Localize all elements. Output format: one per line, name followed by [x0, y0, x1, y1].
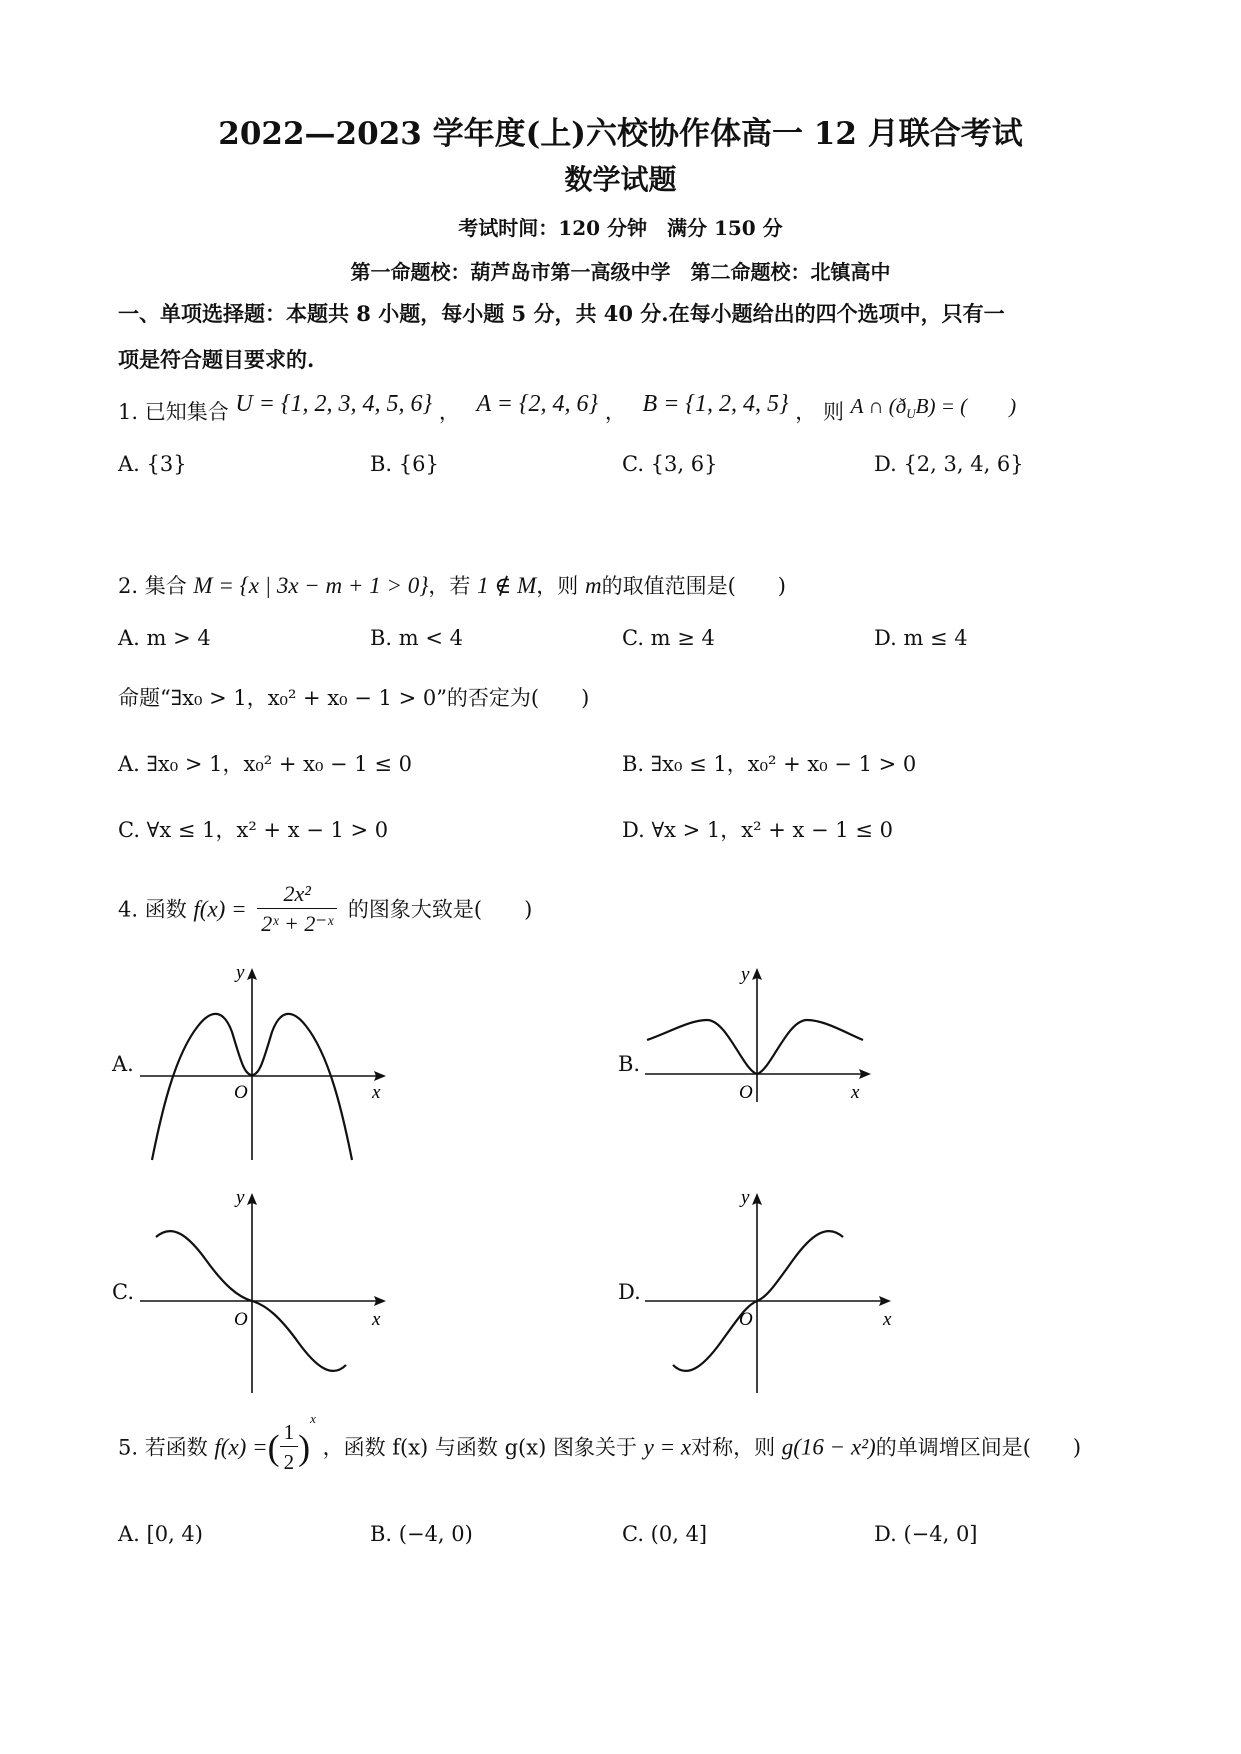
q3-option-b: B. ∃x₀ ≤ 1，x₀² + x₀ − 1 > 0 — [622, 752, 917, 776]
q1-sep-3: ， — [795, 400, 817, 424]
q5-frac-den: 2 — [283, 1450, 295, 1474]
q1-set-u: U = {1, 2, 3, 4, 5, 6} — [235, 391, 433, 417]
q4-b-x-label: x — [851, 1082, 860, 1103]
q4-c-y-label: y — [236, 1187, 245, 1208]
q4-a-origin-label: O — [234, 1082, 248, 1103]
q3-option-a: A. ∃x₀ > 1，x₀² + x₀ − 1 ≤ 0 — [118, 752, 412, 776]
question-4 — [118, 880, 532, 939]
q1-number: 1. — [118, 400, 139, 424]
q4-d-x-label: x — [883, 1309, 892, 1330]
q4-graph-d — [645, 1185, 905, 1395]
q2-condition: 1 ∉ M — [477, 573, 537, 598]
q1-query: A ∩ $(ð_UB)$ = ( ) — [850, 394, 1017, 422]
q4-denominator: 2ˣ + 2⁻ˣ — [261, 911, 334, 936]
q5-expression: g(16 − x²) — [781, 1434, 876, 1460]
q1-option-a: A. {3} — [118, 452, 187, 476]
q1-option-d: D. {2, 3, 4, 6} — [874, 452, 1024, 476]
q5-line: y = x — [643, 1434, 692, 1460]
q2-text-d: 的取值范围是( ) — [601, 574, 786, 598]
q5-number: 5. — [118, 1435, 139, 1460]
q2-text-c: ，则 — [536, 574, 579, 598]
q1-set-b: B = {1, 2, 4, 5} — [642, 391, 789, 417]
section-heading-line1: 一、单项选择题：本题共 8 小题，每小题 5 分，共 40 分.在每小题给出的四个选项中，只有一 — [118, 301, 1005, 326]
q1-sep-1: ， — [438, 400, 460, 424]
q4-d-origin-label: O — [739, 1309, 753, 1330]
q2-option-a: A. m > 4 — [118, 626, 211, 650]
q4-c-x-label: x — [372, 1309, 381, 1330]
q4-graph-label-d: D. — [618, 1280, 641, 1304]
exam-time-info: 考试时间：120 分钟 满分 150 分 — [458, 216, 783, 240]
q5-option-c: C. (0, 4] — [622, 1522, 708, 1546]
q1-option-b: B. {6} — [370, 452, 439, 476]
q1-prefix: 已知集合 — [144, 400, 229, 424]
q4-b-origin-label: O — [739, 1082, 753, 1103]
q3-option-c: C. ∀x ≤ 1，x² + x − 1 > 0 — [118, 818, 389, 842]
q3-option-d: D. ∀x > 1，x² + x − 1 ≤ 0 — [622, 818, 893, 842]
q2-number: 2. — [118, 574, 139, 598]
q4-graph-label-b: B. — [618, 1052, 641, 1076]
q1-then: 则 — [822, 400, 844, 424]
q5-right-paren: ) — [298, 1427, 311, 1468]
q4-function: f(x) = — [193, 896, 247, 922]
q5-left-paren: ( — [267, 1427, 280, 1468]
q5-option-a: A. [0, 4) — [118, 1522, 203, 1546]
q2-option-b: B. m < 4 — [370, 626, 464, 650]
section-heading-line2: 项是符合题目要求的. — [118, 347, 315, 372]
q4-fraction — [257, 880, 337, 939]
q4-graph-label-c: C. — [112, 1280, 134, 1304]
question-5 — [118, 1411, 1082, 1477]
q4-d-y-label: y — [741, 1187, 750, 1208]
q2-text-b: ，若 — [428, 574, 471, 598]
q2-option-c: C. m ≥ 4 — [622, 626, 715, 650]
q4-a-y-label: y — [236, 962, 245, 983]
q2-option-d: D. m ≤ 4 — [874, 626, 968, 650]
q5-text-b: ，函数 f(x) 与函数 g(x) 图象关于 — [322, 1435, 637, 1460]
question-1 — [118, 391, 1017, 428]
q1-sep-2: ， — [604, 400, 626, 424]
q5-frac-num: 1 — [280, 1418, 299, 1447]
q2-variable: m — [584, 573, 602, 598]
exam-subtitle: 数学试题 — [564, 163, 677, 196]
q5-text-d: 的单调增区间是( ) — [875, 1435, 1082, 1460]
proposing-schools: 第一命题校：葫芦岛市第一高级中学 第二命题校：北镇高中 — [350, 260, 891, 284]
q4-graph-c — [140, 1185, 400, 1395]
question-2 — [118, 570, 786, 600]
q4-graph-b — [645, 960, 895, 1110]
q5-option-d: D. (−4, 0] — [874, 1522, 978, 1546]
q5-function: f(x) = — [214, 1434, 268, 1460]
q2-set: M = {x | 3x − m + 1 > 0} — [193, 573, 429, 598]
q4-graph-a — [140, 960, 400, 1170]
q4-a-x-label: x — [372, 1082, 381, 1103]
q1-set-a: A = {2, 4, 6} — [476, 391, 599, 417]
q1-option-c: C. {3, 6} — [622, 452, 718, 476]
q5-fraction — [280, 1418, 299, 1477]
exam-title: 2022—2023 学年度(上)六校协作体高一 12 月联合考试 — [218, 116, 1023, 152]
q2-text-a: 集合 — [144, 574, 187, 598]
q5-text-c: 对称，则 — [691, 1435, 776, 1460]
q4-number: 4. — [118, 897, 139, 922]
q5-option-b: B. (−4, 0) — [370, 1522, 473, 1546]
q4-text-a: 函数 — [144, 897, 187, 922]
q4-text-b: 的图象大致是( ) — [347, 897, 533, 922]
question-3: 命题“∃x₀ > 1，x₀² + x₀ − 1 > 0”的否定为( ) — [118, 686, 590, 710]
q5-exponent: x — [310, 1411, 316, 1426]
q4-b-y-label: y — [741, 964, 750, 985]
q4-c-origin-label: O — [234, 1309, 248, 1330]
q5-text-a: 若函数 — [144, 1435, 208, 1460]
q4-numerator: 2x² — [257, 880, 337, 909]
q4-graph-label-a: A. — [112, 1052, 134, 1076]
